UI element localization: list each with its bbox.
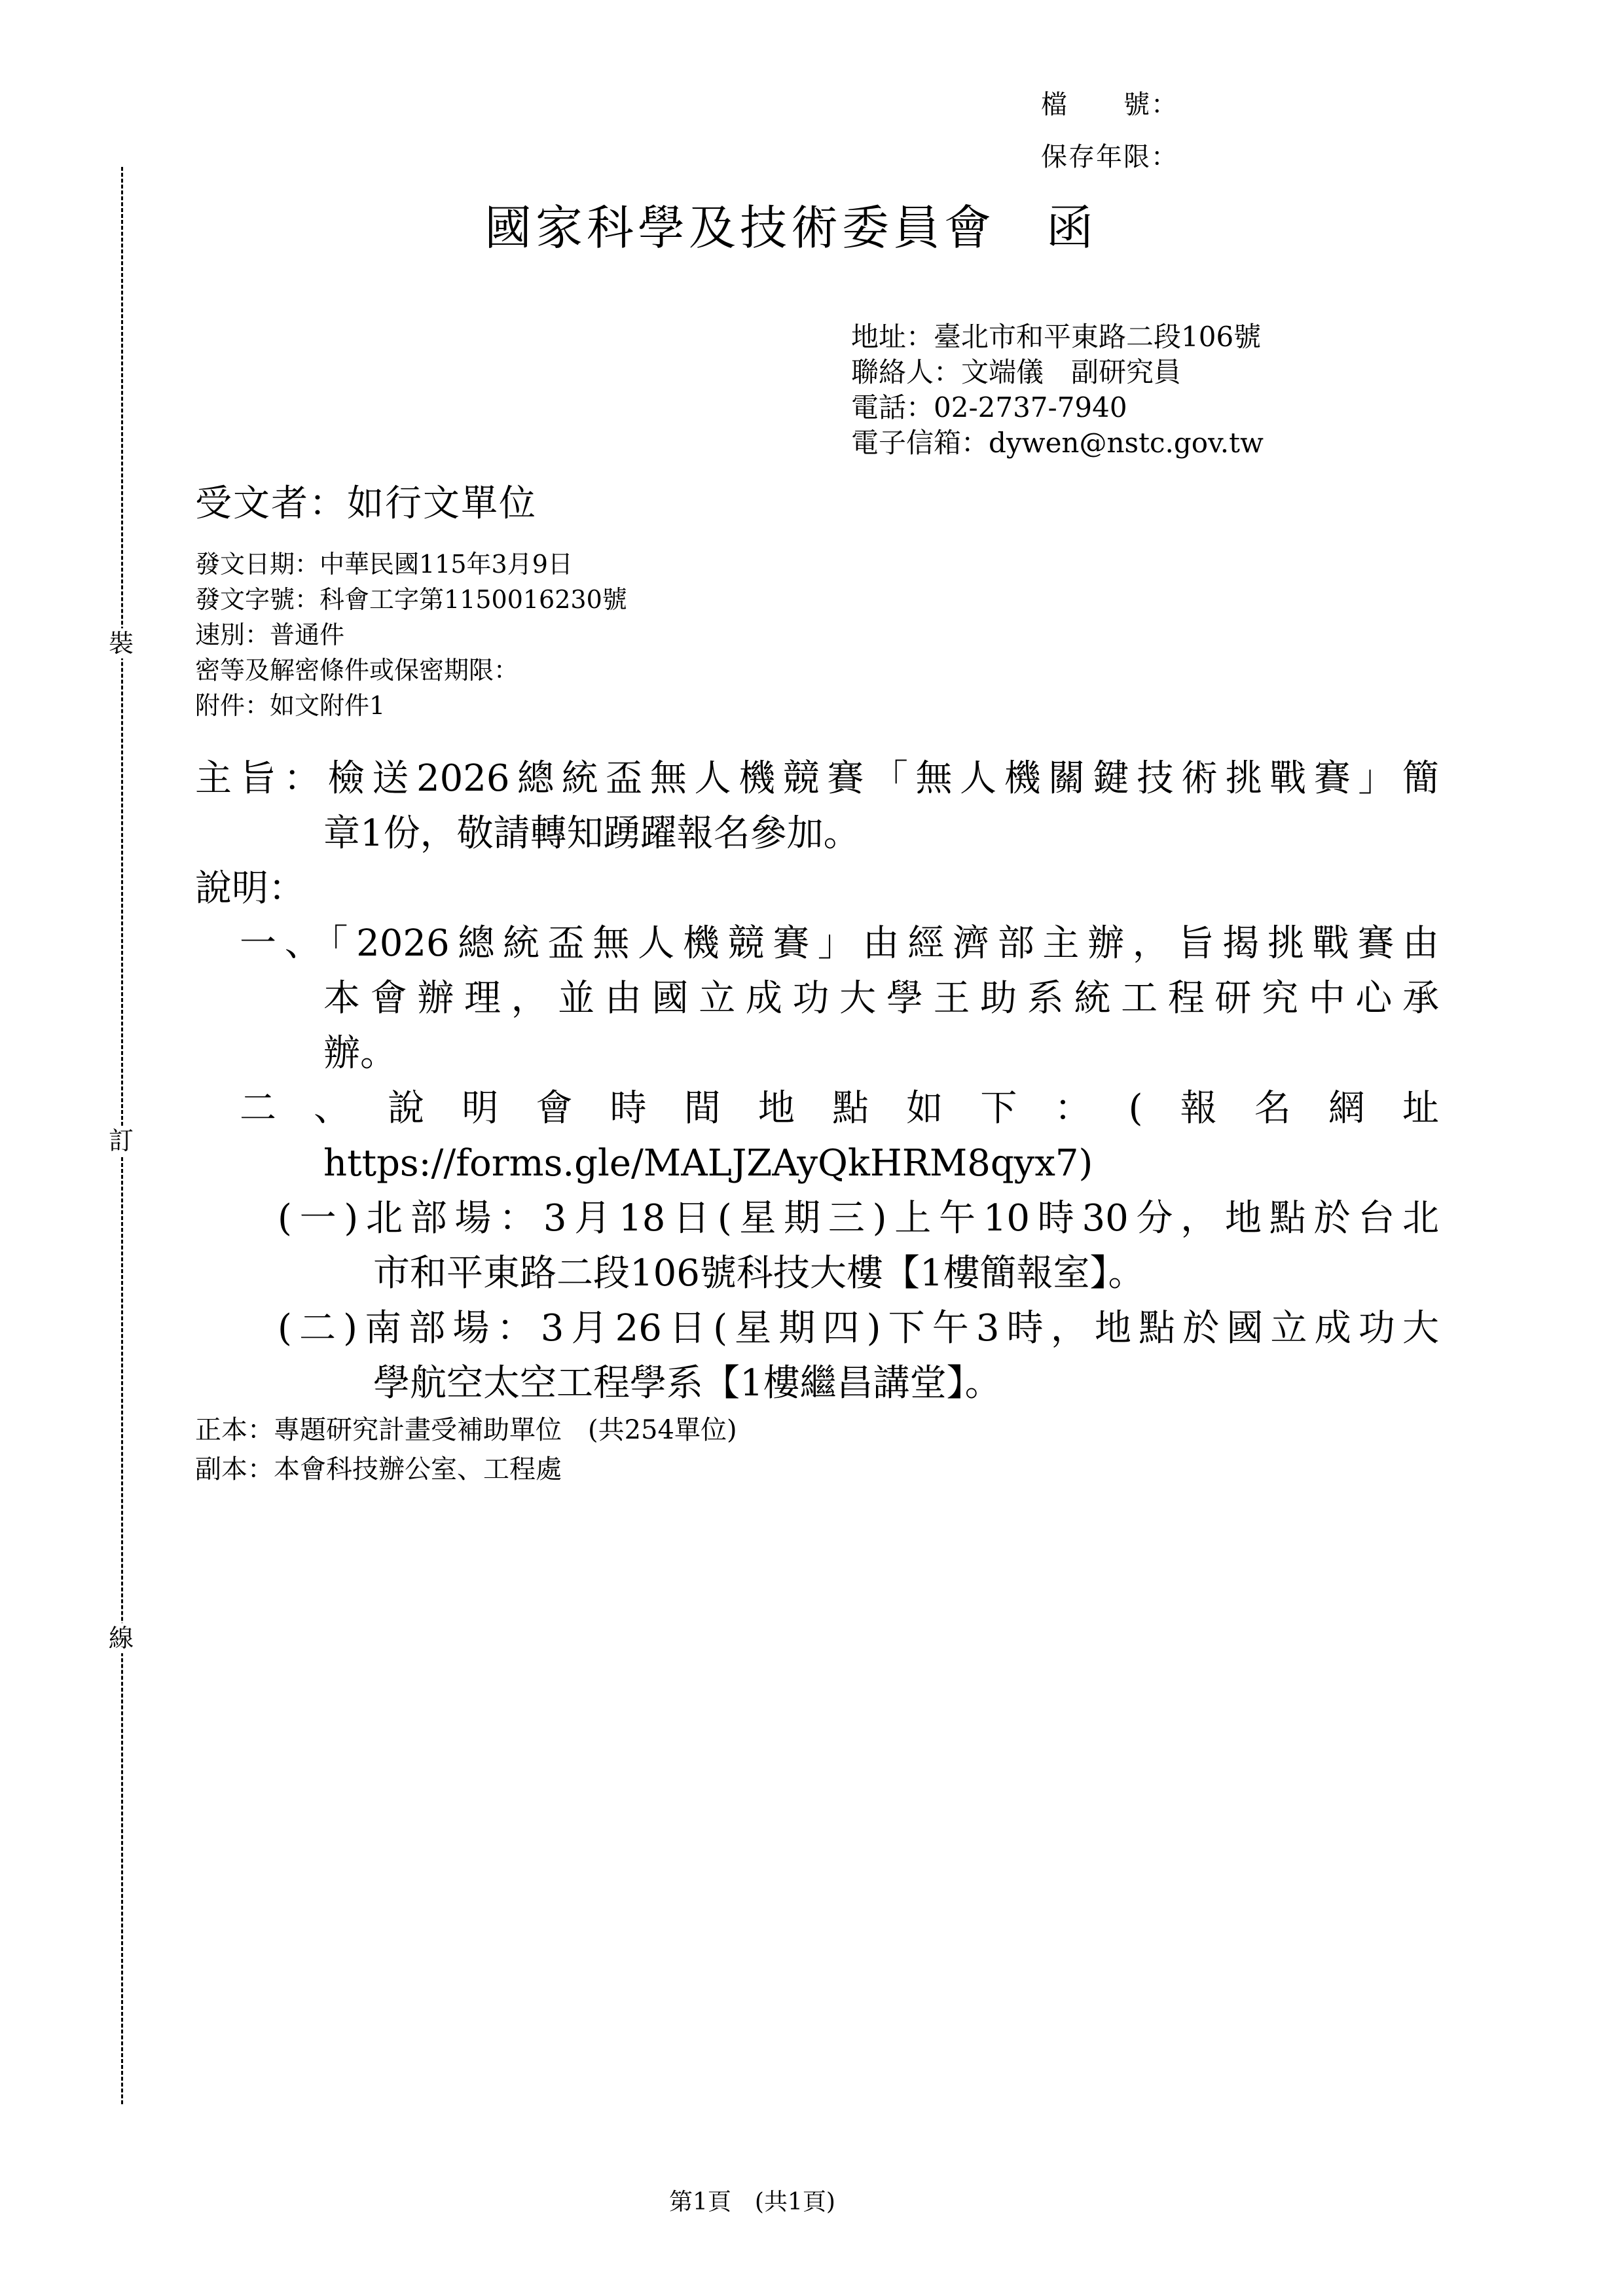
- registration-url: https://forms.gle/MALJZAyQkHRM8qyx7): [323, 1142, 1093, 1185]
- secrecy-level: 密等及解密條件或保密期限：: [195, 656, 519, 685]
- document-number: 發文字號：科會工字第1150016230號: [195, 585, 627, 614]
- sender-email: 電子信箱：dywen@nstc.gov.tw: [851, 427, 1264, 459]
- explanation-item-1-line-3: 辦。: [323, 1032, 397, 1075]
- south-session-line-2: 學航空太空工程學系【1樓繼昌講堂】。: [373, 1362, 1002, 1405]
- north-session-line-2: 市和平東路二段106號科技大樓【1樓簡報室】。: [373, 1252, 1145, 1295]
- subject-line-1: 主旨：檢送2026總統盃無人機競賽「無人機關鍵技術挑戰賽」簡: [195, 757, 1439, 800]
- sender-phone: 電話：02-2737-7940: [851, 391, 1127, 423]
- binding-char-zhuang: 裝: [109, 629, 134, 658]
- sender-contact: 聯絡人：文端儀 副研究員: [851, 356, 1182, 388]
- document-title: 國家科學及技術委員會 函: [484, 200, 1098, 255]
- explanation-item-1-line-2: 本會辦理，並由國立成功大學王助系統工程研究中心承: [323, 977, 1439, 1020]
- sender-address: 地址：臺北市和平東路二段106號: [851, 321, 1262, 353]
- north-session-line-1: (一)北部場：3月18日(星期三)上午10時30分，地點於台北: [278, 1197, 1439, 1240]
- attachment-info: 附件：如文附件1: [195, 691, 386, 720]
- binding-char-xian: 線: [109, 1624, 134, 1653]
- page-number: 第1頁 (共1頁): [669, 2189, 835, 2215]
- original-recipients: 正本：專題研究計畫受補助單位 (共254單位): [195, 1415, 737, 1445]
- explanation-item-2-line-1: 二、說明會時間地點如下：(報名網址: [240, 1087, 1439, 1130]
- issue-date: 發文日期：中華民國115年3月9日: [195, 550, 573, 579]
- subject-line-2: 章1份，敬請轉知踴躍報名參加。: [323, 812, 860, 855]
- explanation-item-1-line-1: 一、「2026總統盃無人機競賽」由經濟部主辦，旨揭挑戰賽由: [240, 922, 1439, 965]
- recipient: 受文者：如行文單位: [195, 482, 537, 525]
- file-number-label: 檔 號：: [1041, 90, 1178, 120]
- copy-recipients: 副本：本會科技辦公室、工程處: [195, 1454, 562, 1484]
- explanation-heading: 說明：: [195, 867, 305, 910]
- speed-category: 速別：普通件: [195, 620, 345, 649]
- south-session-line-1: (二)南部場：3月26日(星期四)下午3時，地點於國立成功大: [278, 1307, 1439, 1350]
- binding-char-ding: 訂: [109, 1126, 134, 1155]
- retention-period-label: 保存年限：: [1041, 142, 1178, 172]
